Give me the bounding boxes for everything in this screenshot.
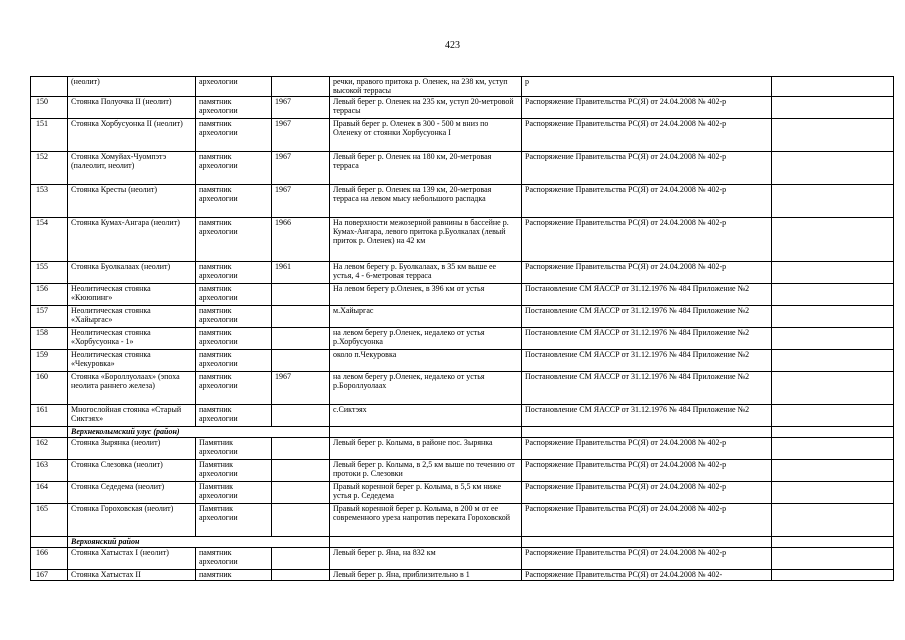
year-cell: 1967 [272,152,330,185]
table-body [31,77,894,581]
year-cell [272,504,330,537]
year-cell [272,482,330,504]
num-cell: 161 [31,405,68,427]
location-cell: Левый берег р. Яна, на 832 км [330,548,522,570]
name-cell: Стоянка Гороховская (неолит) [68,504,196,537]
section-title: Верхнеколымский улус (район) [68,427,330,438]
location-cell: Правый берег р. Оленек в 300 - 500 м вниз по Оленеку от стоянки Хорбусуонка I [330,119,522,152]
name-cell: Стоянка Слезовка (неолит) [68,460,196,482]
table-row [31,328,894,350]
document-cell: Распоряжение Правительства РС(Я) от 24.04.2008 № 402-р [522,548,772,570]
empty-cell [772,504,894,537]
num-cell: 160 [31,372,68,405]
category-cell: памятник археологии [196,350,272,372]
table-row [31,284,894,306]
document-cell: Постановление СМ ЯАССР от 31.12.1976 № 484 Приложение №2 [522,372,772,405]
section-empty-cell [330,537,522,548]
name-cell: Стоянка Хатыстах I (неолит) [68,548,196,570]
location-cell: На поверхности межозерной равнины в бассейне р. Кумах-Ангара, левого притока р.Буолкалах (левый приток р. Оленек) на 42 км [330,218,522,262]
name-cell: Неолитическая стоянка «Чекуровка» [68,350,196,372]
location-cell: Левый берег р. Яна, приблизительно в 1 [330,570,522,581]
page-number: 423 [445,40,460,51]
year-cell [272,284,330,306]
location-cell: Левый берег р. Колыма, в районе пос. Зырянка [330,438,522,460]
year-cell [272,350,330,372]
num-cell: 155 [31,262,68,284]
name-cell: Стоянка Полуочка II (неолит) [68,97,196,119]
num-cell: 158 [31,328,68,350]
num-cell: 152 [31,152,68,185]
location-cell: на левом берегу р.Оленек, недалеко от устья р.Хорбусуонка [330,328,522,350]
num-cell: 165 [31,504,68,537]
location-cell: Левый берег р. Оленек на 139 км, 20-метровая терраса на левом мысу небольшого распадка [330,185,522,218]
num-cell: 157 [31,306,68,328]
year-cell: 1967 [272,185,330,218]
table-row [31,504,894,537]
empty-cell [772,152,894,185]
empty-cell [772,372,894,405]
year-cell: 1967 [272,372,330,405]
monuments-table [30,76,894,581]
category-cell: памятник археологии [196,548,272,570]
table-row [31,77,894,97]
category-cell: Памятник археологии [196,438,272,460]
empty-cell [772,262,894,284]
category-cell: памятник археологии [196,328,272,350]
name-cell: Неолитическая стоянка «Хайыргас» [68,306,196,328]
year-cell [272,460,330,482]
category-cell: памятник [196,570,272,581]
name-cell: Стоянка Хатыстах II [68,570,196,581]
name-cell: Стоянка Хорбусуонка II (неолит) [68,119,196,152]
table-section-row [31,427,894,438]
section-num-cell [31,427,68,438]
table-row [31,350,894,372]
table-row [31,218,894,262]
location-cell: Левый берег р. Оленек на 235 км, уступ 20-метровой террасы [330,97,522,119]
empty-cell [772,350,894,372]
document-cell: Распоряжение Правительства РС(Я) от 24.04.2008 № 402-р [522,438,772,460]
num-cell: 156 [31,284,68,306]
num-cell: 159 [31,350,68,372]
year-cell: 1966 [272,218,330,262]
location-cell: Правый коренной берег р. Колыма, в 5,5 км ниже устья р. Седедема [330,482,522,504]
category-cell: Памятник археологии [196,504,272,537]
document-cell: Распоряжение Правительства РС(Я) от 24.04.2008 № 402-р [522,185,772,218]
location-cell: речки, правого притока р. Оленек, на 238 км, уступ высокой террасы [330,77,522,97]
table-row [31,306,894,328]
name-cell: (неолит) [68,77,196,97]
section-num-cell [31,537,68,548]
empty-cell [772,460,894,482]
document-cell: Постановление СМ ЯАССР от 31.12.1976 № 484 Приложение №2 [522,328,772,350]
table-row [31,119,894,152]
document-cell: Распоряжение Правительства РС(Я) от 24.04.2008 № 402- [522,570,772,581]
category-cell: археологии [196,77,272,97]
table-row [31,570,894,581]
name-cell: Стоянка Хомуйах-Чуомпэтэ (палеолит, неолит) [68,152,196,185]
document-cell: Распоряжение Правительства РС(Я) от 24.04.2008 № 402-р [522,218,772,262]
empty-cell [772,284,894,306]
location-cell: с.Сиктэях [330,405,522,427]
num-cell: 164 [31,482,68,504]
section-empty-cell [522,537,772,548]
category-cell: памятник археологии [196,284,272,306]
table-row [31,405,894,427]
category-cell: памятник археологии [196,405,272,427]
num-cell: 153 [31,185,68,218]
location-cell: м.Хайыргас [330,306,522,328]
year-cell [272,548,330,570]
name-cell: Стоянка Буолкалаах (неолит) [68,262,196,284]
category-cell: памятник археологии [196,372,272,405]
table-row [31,460,894,482]
table-row [31,438,894,460]
location-cell: Левый берег р. Колыма, в 2,5 км выше по течению от протоки р. Слезовки [330,460,522,482]
location-cell: На левом берегу р. Буолкалаах, в 35 км выше ее устья, 4 - 6-метровая терраса [330,262,522,284]
empty-cell [772,570,894,581]
num-cell: 163 [31,460,68,482]
category-cell: памятник археологии [196,262,272,284]
name-cell: Стоянка Кресты (неолит) [68,185,196,218]
empty-cell [772,185,894,218]
location-cell: На левом берегу р.Оленек, в 396 км от устья [330,284,522,306]
empty-cell [772,405,894,427]
document-cell: Распоряжение Правительства РС(Я) от 24.04.2008 № 402-р [522,119,772,152]
name-cell: Стоянка Седедема (неолит) [68,482,196,504]
document-cell: Постановление СМ ЯАССР от 31.12.1976 № 484 Приложение №2 [522,350,772,372]
empty-cell [772,328,894,350]
document-cell: Постановление СМ ЯАССР от 31.12.1976 № 484 Приложение №2 [522,284,772,306]
num-cell: 167 [31,570,68,581]
num-cell: 154 [31,218,68,262]
empty-cell [772,97,894,119]
table-section-row [31,537,894,548]
category-cell: Памятник археологии [196,482,272,504]
year-cell [272,328,330,350]
section-empty-cell [522,427,772,438]
num-cell [31,77,68,97]
empty-cell [772,548,894,570]
year-cell: 1961 [272,262,330,284]
table-row [31,152,894,185]
empty-cell [772,482,894,504]
name-cell: Многослойная стоянка «Старый Сиктэях» [68,405,196,427]
empty-cell [772,119,894,152]
document-cell: Постановление СМ ЯАССР от 31.12.1976 № 484 Приложение №2 [522,405,772,427]
category-cell: памятник археологии [196,306,272,328]
table-row [31,548,894,570]
location-cell: Левый берег р. Оленек на 180 км, 20-метровая терраса [330,152,522,185]
category-cell: памятник археологии [196,218,272,262]
table-row [31,185,894,218]
section-empty-cell [772,537,894,548]
num-cell: 151 [31,119,68,152]
document-cell: Распоряжение Правительства РС(Я) от 24.04.2008 № 402-р [522,262,772,284]
table-row [31,97,894,119]
document-cell: Распоряжение Правительства РС(Я) от 24.04.2008 № 402-р [522,460,772,482]
year-cell [272,570,330,581]
document-cell: Распоряжение Правительства РС(Я) от 24.04.2008 № 402-р [522,97,772,119]
year-cell [272,77,330,97]
empty-cell [772,438,894,460]
category-cell: памятник археологии [196,97,272,119]
num-cell: 162 [31,438,68,460]
year-cell [272,306,330,328]
location-cell: на левом берегу р.Оленек, недалеко от устья р.Бороллуолаах [330,372,522,405]
name-cell: Стоянка «Бороллуолаах» (эпоха неолита раннего железа) [68,372,196,405]
empty-cell [772,218,894,262]
document-cell: Распоряжение Правительства РС(Я) от 24.04.2008 № 402-р [522,504,772,537]
document-cell: Распоряжение Правительства РС(Я) от 24.04.2008 № 402-р [522,152,772,185]
name-cell: Неолитическая стоянка «Кююпинг» [68,284,196,306]
num-cell: 166 [31,548,68,570]
document-cell: Постановление СМ ЯАССР от 31.12.1976 № 484 Приложение №2 [522,306,772,328]
year-cell [272,438,330,460]
document-cell: р [522,77,772,97]
table-row [31,372,894,405]
section-title: Верхоянский район [68,537,330,548]
section-empty-cell [772,427,894,438]
name-cell: Неолитическая стоянка «Хорбусуонка - 1» [68,328,196,350]
category-cell: памятник археологии [196,152,272,185]
category-cell: памятник археологии [196,185,272,218]
name-cell: Стоянка Зырянка (неолит) [68,438,196,460]
section-empty-cell [330,427,522,438]
year-cell [272,405,330,427]
year-cell: 1967 [272,97,330,119]
empty-cell [772,306,894,328]
num-cell: 150 [31,97,68,119]
empty-cell [772,77,894,97]
document-cell: Распоряжение Правительства РС(Я) от 24.04.2008 № 402-р [522,482,772,504]
table-row [31,482,894,504]
year-cell: 1967 [272,119,330,152]
category-cell: Памятник археологии [196,460,272,482]
category-cell: памятник археологии [196,119,272,152]
table-row [31,262,894,284]
location-cell: около п.Чекуровка [330,350,522,372]
location-cell: Правый коренной берег р. Колыма, в 200 м от ее современного уреза напротив переката Гороховской [330,504,522,537]
name-cell: Стоянка Кумах-Ангара (неолит) [68,218,196,262]
